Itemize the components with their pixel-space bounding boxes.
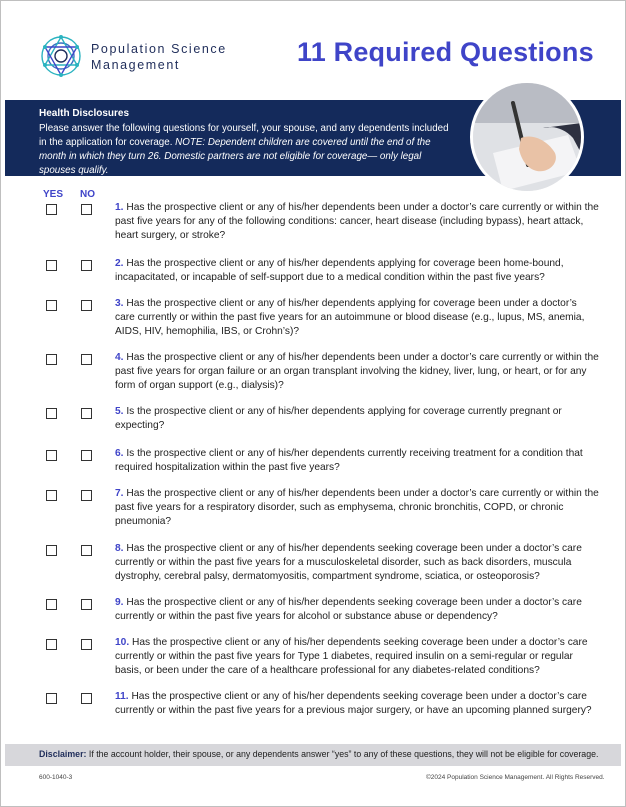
- yes-checkbox[interactable]: [46, 408, 57, 419]
- no-checkbox[interactable]: [81, 300, 92, 311]
- question-text: [115, 596, 599, 624]
- question-text: [115, 690, 599, 718]
- question-number: 4.: [115, 352, 124, 363]
- company-name-line2: Management: [91, 58, 180, 72]
- question-body: Is the prospective client or any of his/her dependents currently receiving treatment for a condition that required hospitalization within the past five years?: [115, 448, 583, 473]
- yes-checkbox[interactable]: [46, 693, 57, 704]
- question-body: Has the prospective client or any of his/her dependents seeking coverage been under a doctor’s care currently or within the past five years for alcohol or substance abuse or dependency?: [115, 597, 582, 622]
- question-text: [115, 636, 599, 678]
- yes-checkbox[interactable]: [46, 545, 57, 556]
- question-text: [115, 542, 599, 584]
- form-number: 600-1040-3: [39, 774, 73, 781]
- banner-instructions: [39, 122, 457, 178]
- no-checkbox[interactable]: [81, 354, 92, 365]
- question-body: Has the prospective client or any of his/her dependents seeking coverage been under a doctor’s care currently or within the past five years for a previous major surgery, or have an upcoming planned surgery?: [115, 691, 592, 716]
- question-text: [115, 447, 599, 475]
- yes-checkbox[interactable]: [46, 599, 57, 610]
- question-text: [115, 405, 599, 433]
- yes-checkbox[interactable]: [46, 300, 57, 311]
- question-body: Has the prospective client or any of his/her dependents applying for coverage been under a doctor’s care currently or within the past five years for an autoimmune or blood disease (e.g., lupus, MS, anemia, AIDS, HIV, hemophilia, IBS, or Crohn’s)?: [115, 298, 585, 337]
- no-checkbox[interactable]: [81, 599, 92, 610]
- no-checkbox[interactable]: [81, 490, 92, 501]
- yes-checkbox[interactable]: [46, 639, 57, 650]
- disclaimer: [39, 749, 598, 759]
- hand-writing-photo: [470, 80, 584, 194]
- question-number: 3.: [115, 298, 124, 309]
- question-number: 10.: [115, 637, 130, 648]
- yes-checkbox[interactable]: [46, 354, 57, 365]
- company-logo-icon: [39, 34, 83, 78]
- no-checkbox[interactable]: [81, 260, 92, 271]
- question-number: 1.: [115, 202, 124, 213]
- question-body: Has the prospective client or any of his/her dependents been under a doctor’s care currently or within the past five years for a respiratory disorder, such as emphysema, chronic bronchitis, COPD, or chronic pneumonia?: [115, 488, 599, 527]
- question-text: [115, 257, 599, 285]
- question-number: 2.: [115, 258, 124, 269]
- disclaimer-text: If the account holder, their spouse, or any dependents answer “yes” to any of these questions, they will not be eligible for coverage.: [86, 749, 599, 759]
- page-title: 11 Required Questions: [297, 37, 594, 67]
- no-checkbox[interactable]: [81, 450, 92, 461]
- disclaimer-label: Disclaimer:: [39, 749, 87, 759]
- question-number: 6.: [115, 448, 124, 459]
- yes-checkbox[interactable]: [46, 490, 57, 501]
- yes-checkbox[interactable]: [46, 204, 57, 215]
- yes-checkbox[interactable]: [46, 450, 57, 461]
- banner-text-normal: Please answer the following questions for yourself, your spouse, and any dependents included in the application for coverage.: [39, 123, 449, 148]
- question-number: 9.: [115, 597, 124, 608]
- yes-checkbox[interactable]: [46, 260, 57, 271]
- question-body: Has the prospective client or any of his/her dependents been under a doctor’s care currently or within the past five years for organ failure or an organ transplant involving the kidney, liver, lung, or heart, or for any form of organ support (e.g., dialysis)?: [115, 352, 599, 391]
- no-checkbox[interactable]: [81, 408, 92, 419]
- no-column-header: NO: [80, 189, 95, 200]
- question-body: Has the prospective client or any of his/her dependents seeking coverage been under a doctor’s care currently or within the past five years for Type 1 diabetes, required insulin on a semi-regular or regular basis, or been under the care of a healthcare professional for any diabetes-related conditions?: [115, 637, 588, 676]
- banner-heading: Health Disclosures: [39, 108, 130, 119]
- question-text: [115, 201, 599, 243]
- question-number: 5.: [115, 406, 124, 417]
- question-number: 8.: [115, 543, 124, 554]
- question-body: Has the prospective client or any of his/her dependents applying for coverage been home-bound, incapacitated, or incapable of self-support due to a medical condition within the past five years?: [115, 258, 564, 283]
- question-body: Has the prospective client or any of his/her dependents been under a doctor’s care currently or within the past five years for any of the following conditions: cancer, heart disease (including bypass), heart attack, heart surgery, or stroke?: [115, 202, 599, 241]
- yes-column-header: YES: [43, 189, 64, 200]
- company-name: [91, 41, 227, 73]
- no-checkbox[interactable]: [81, 639, 92, 650]
- banner-note: NOTE: Dependent children are covered until the end of the month in which they turn 26. Domestic partners are not eligible for coverage— only legal spouses qualify.: [39, 137, 431, 176]
- question-text: [115, 487, 599, 529]
- question-body: Has the prospective client or any of his/her dependents seeking coverage been under a doctor’s care currently or within the past five years for a musculoskeletal disorder, such as back disorders, muscula dystrophy, cerebral palsy, dermatomyositis, compartment syndrome, sciatica, or osteoporosis?: [115, 543, 582, 582]
- copyright: ©2024 Population Science Management. All Rights Reserved.: [426, 774, 605, 781]
- question-text: [115, 351, 599, 393]
- photo-illustration: [473, 83, 581, 191]
- question-number: 11.: [115, 691, 129, 702]
- company-name-line1: Population Science: [91, 42, 227, 56]
- no-checkbox[interactable]: [81, 545, 92, 556]
- question-body: Is the prospective client or any of his/her dependents applying for coverage currently pregnant or expecting?: [115, 406, 562, 431]
- question-text: [115, 297, 599, 339]
- no-checkbox[interactable]: [81, 693, 92, 704]
- no-checkbox[interactable]: [81, 204, 92, 215]
- question-number: 7.: [115, 488, 124, 499]
